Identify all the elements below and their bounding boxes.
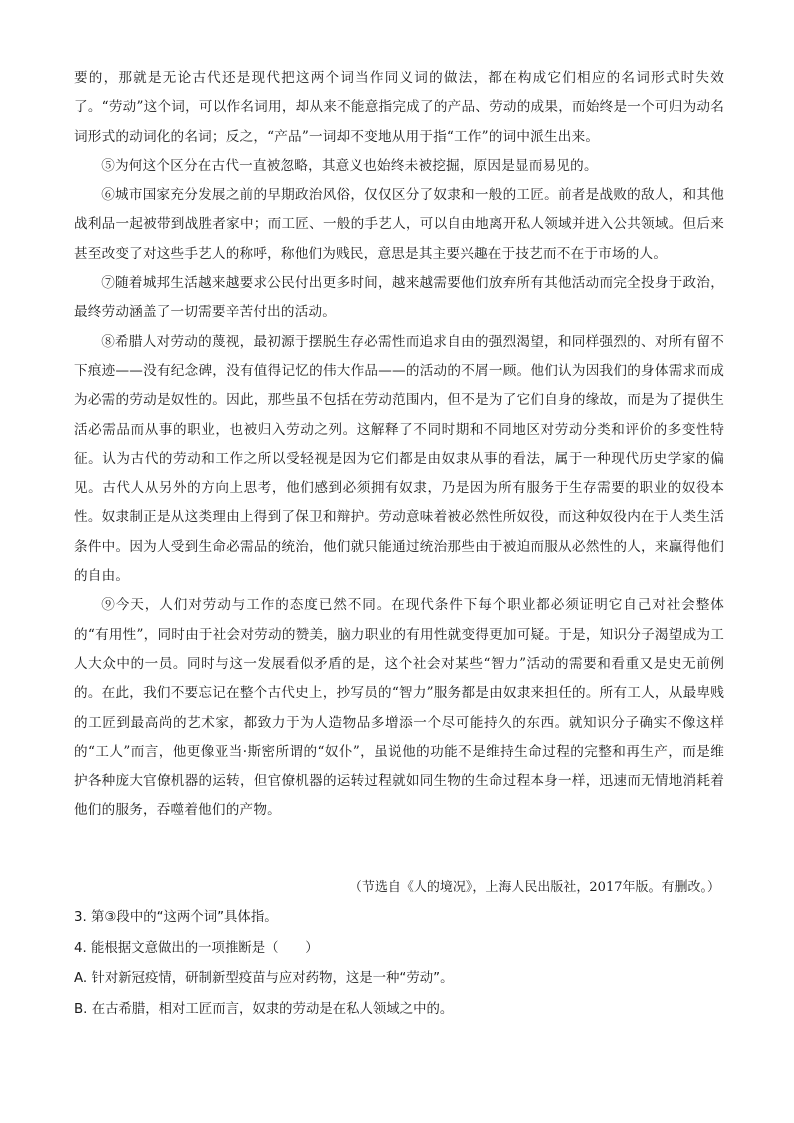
option-a: A. 针对新冠疫情，研制新型疫苗与应对药物，这是一种“劳动”。 <box>74 971 454 986</box>
paragraph-continuation: 要的，那就是无论古代还是现代把这两个词当作同义词的做法，都在构成它们相应的名词形式时失效了。“劳动”这个词，可以作名词用，却从来不能意指完成了的产品、劳动的成果，而始终是一个可归为动名词形式的动词化的名词；反之，“产品”一词却不变地从用于指“工作”的词中派生出来。 <box>74 70 724 145</box>
question-list <box>74 903 724 1025</box>
paragraph-9: ⑨今天，人们对劳动与工作的态度已然不同。在现代条件下每个职业都必须证明它自己对社会整体的“有用性”，同时由于社会对劳动的赞美，脑力职业的有用性就变得更加可疑。于是，知识分子渴望成为工人大众中的一员。同时与这一发展看似矛盾的是，这个社会对某些“智力”活动的需要和看重又是史无前例的。在此，我们不要忘记在整个古代史上，抄写员的“智力”服务都是由奴隶来担任的。所有工人，从最卑贱的工匠到最高尚的艺术家，都致力于为人造物品多增添一个尽可能持久的东西。就知识分子确实不像这样的“工人”而言，他更像亚当·斯密所谓的“奴仆”，虽说他的功能不是维持生命过程的完整和再生产，而是维护各种庞大官僚机器的运转，但官僚机器的运转过程就如同生物的生命过程本身一样，迅速而无情地消耗着他们的服务，吞噬着他们的产物。 <box>74 597 724 819</box>
question-3: 3. 第③段中的“这两个词”具体指。 <box>74 910 278 925</box>
option-b: B. 在古希腊，相对工匠而言，奴隶的劳动是在私人领域之中的。 <box>74 1001 454 1017</box>
question-4: 4. 能根据文意做出的一项推断是（ ） <box>74 940 319 956</box>
paragraph-6: ⑥城市国家充分发展之前的早期政治风俗，仅仅区分了奴隶和一般的工匠。前者是战败的敌人，和其他战利品一起被带到战胜者家中；而工匠、一般的手艺人，可以自由地离开私人领域并进入公共领域。但后来甚至改变了对这些手艺人的称呼，称他们为贱民，意思是其主要兴趣在于技艺而不在于市场的人。 <box>74 187 724 262</box>
paragraph-8: ⑧希腊人对劳动的蔑视，最初源于摆脱生存必需性而追求自由的强烈渴望，和同样强烈的、对所有留不下痕迹——没有纪念碑，没有值得记忆的伟大作品——的活动的不屑一顾。他们认为因我们的身体需求而成为必需的劳动是奴性的。因此，那些虽不包括在劳动范围内，但不是为了它们自身的缘故，而是为了提供生活必需品而从事的职业，也被归入劳动之列。这解释了不同时期和不同地区对劳动分类和评价的多变性特征。认为古代的劳动和工作之所以受轻视是因为它们都是由奴隶从事的看法，属于一种现代历史学家的偏见。古代人从另外的方向上思考，他们感到必须拥有奴隶，乃是因为所有服务于生存需要的职业的奴役本性。奴隶制正是从这类理由上得到了保卫和辩护。劳动意味着被必然性所奴役，而这种奴役内在于人类生活条件中。因为人受到生命必需品的统治，他们就只能通过统治那些由于被迫而服从必然性的人，来赢得他们的自由。 <box>74 333 724 585</box>
article-body <box>74 64 724 826</box>
paragraph-5: ⑤为何这个区分在古代一直被忽略，其意义也始终未被挖掘，原因是显而易见的。 <box>101 157 598 174</box>
paragraph-7: ⑦随着城邦生活越来越要求公民付出更多时间，越来越需要他们放弃所有其他活动而完全投身于政治，最终劳动涵盖了一切需要辛苦付出的活动。 <box>74 275 724 321</box>
source-citation: （节选自《人的境况》，上海人民出版社，2017年版。有删改。） <box>348 880 720 895</box>
